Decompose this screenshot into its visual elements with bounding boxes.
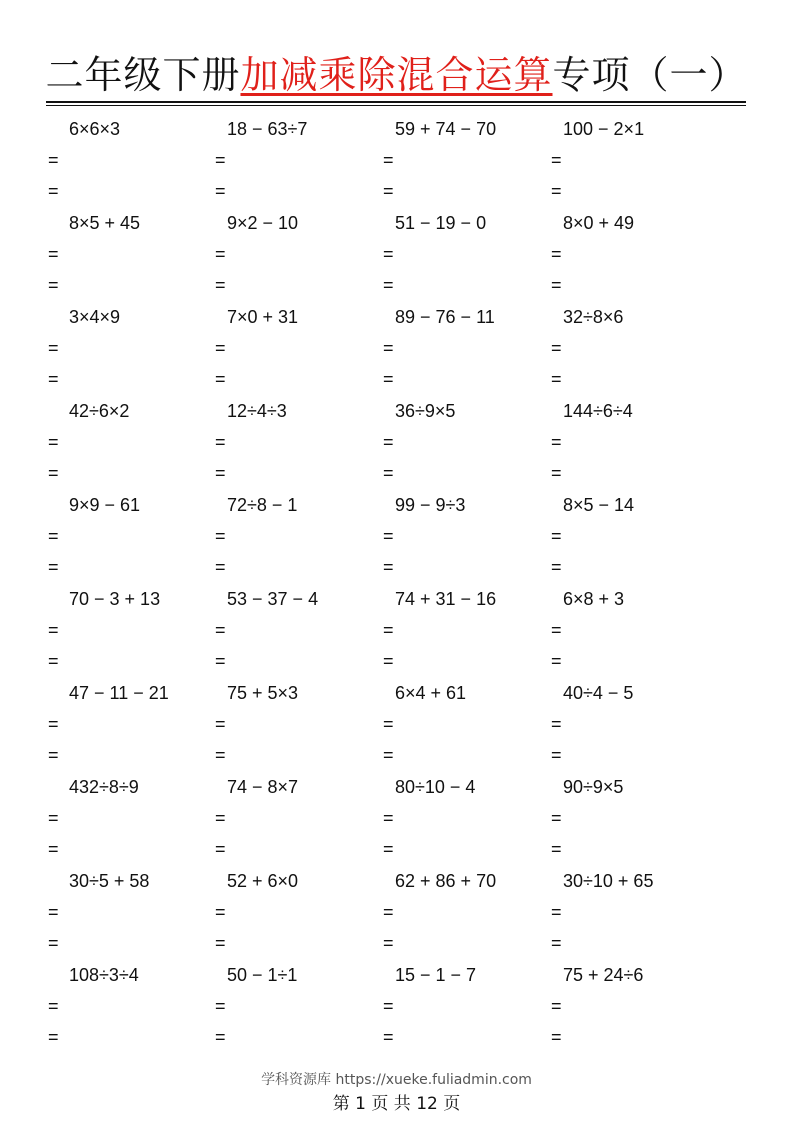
problem-expression: 50 − 1÷1 <box>227 965 298 985</box>
answer-equals: = <box>551 338 562 358</box>
problem-expression: 18 − 63÷7 <box>227 119 308 139</box>
answer-equals: = <box>48 244 59 264</box>
answer-equals: = <box>551 369 562 389</box>
answer-equals: = <box>551 996 562 1016</box>
footer-site: 学科资源库 https://xueke.fuliadmin.com <box>261 1072 532 1088</box>
problem-item <box>48 963 213 1057</box>
answer-equals: = <box>383 933 394 953</box>
answer-equals: = <box>215 996 226 1016</box>
answer-equals: = <box>551 432 562 452</box>
problem-expression: 7×0 + 31 <box>227 307 299 327</box>
answer-equals: = <box>48 620 59 640</box>
problem-item <box>551 493 716 587</box>
problem-item <box>48 305 213 399</box>
problem-expression: 12÷4÷3 <box>227 401 287 421</box>
answer-equals: = <box>215 808 226 828</box>
problem-expression: 30÷10 + 65 <box>563 871 654 891</box>
problem-item <box>383 211 548 305</box>
problem-expression: 6×8 + 3 <box>563 589 625 609</box>
problem-item <box>383 399 548 493</box>
problem-expression: 6×6×3 <box>69 119 121 139</box>
problem-expression: 40÷4 − 5 <box>563 683 634 703</box>
problem-item <box>215 211 380 305</box>
problem-item <box>48 681 213 775</box>
problem-item <box>383 963 548 1057</box>
problem-item <box>215 963 380 1057</box>
answer-equals: = <box>48 432 59 452</box>
problem-expression: 432÷8÷9 <box>69 777 139 797</box>
answer-equals: = <box>48 557 59 577</box>
problem-item <box>48 117 213 211</box>
answer-equals: = <box>48 808 59 828</box>
answer-equals: = <box>48 526 59 546</box>
answer-equals: = <box>383 181 394 201</box>
answer-equals: = <box>551 620 562 640</box>
problem-item <box>383 681 548 775</box>
answer-equals: = <box>383 369 394 389</box>
answer-equals: = <box>48 996 59 1016</box>
answer-equals: = <box>551 714 562 734</box>
problem-item <box>215 587 380 681</box>
answer-equals: = <box>383 620 394 640</box>
answer-equals: = <box>48 369 59 389</box>
answer-equals: = <box>215 526 226 546</box>
problem-item <box>551 399 716 493</box>
problem-expression: 62 + 86 + 70 <box>395 871 497 891</box>
problem-expression: 100 − 2×1 <box>563 119 645 139</box>
answer-equals: = <box>551 181 562 201</box>
answer-equals: = <box>551 933 562 953</box>
problem-expression: 80÷10 − 4 <box>395 777 476 797</box>
answer-equals: = <box>551 244 562 264</box>
answer-equals: = <box>48 651 59 671</box>
answer-equals: = <box>215 745 226 765</box>
problem-expression: 6×4 + 61 <box>395 683 467 703</box>
answer-equals: = <box>551 839 562 859</box>
problem-expression: 99 − 9÷3 <box>395 495 466 515</box>
problem-expression: 75 + 24÷6 <box>563 965 644 985</box>
answer-equals: = <box>215 338 226 358</box>
problem-expression: 53 − 37 − 4 <box>227 589 319 609</box>
problem-item <box>383 117 548 211</box>
problem-expression: 36÷9×5 <box>395 401 456 421</box>
problem-item <box>215 305 380 399</box>
problem-expression: 75 + 5×3 <box>227 683 299 703</box>
problem-item <box>48 587 213 681</box>
problem-item <box>383 587 548 681</box>
problem-expression: 9×9 − 61 <box>69 495 141 515</box>
problem-item <box>215 681 380 775</box>
answer-equals: = <box>383 463 394 483</box>
problem-expression: 8×0 + 49 <box>563 213 635 233</box>
problem-expression: 8×5 + 45 <box>69 213 141 233</box>
answer-equals: = <box>383 902 394 922</box>
answer-equals: = <box>383 808 394 828</box>
problem-item <box>551 305 716 399</box>
answer-equals: = <box>215 557 226 577</box>
answer-equals: = <box>551 902 562 922</box>
answer-equals: = <box>551 463 562 483</box>
problem-expression: 30÷5 + 58 <box>69 871 150 891</box>
answer-equals: = <box>383 557 394 577</box>
answer-equals: = <box>48 338 59 358</box>
problem-expression: 32÷8×6 <box>563 307 624 327</box>
problem-item <box>551 117 716 211</box>
problem-item <box>48 211 213 305</box>
title-highlight: 加减乘除混合运算 <box>240 53 553 97</box>
answer-equals: = <box>48 714 59 734</box>
problem-item <box>383 493 548 587</box>
problem-item <box>551 211 716 305</box>
answer-equals: = <box>551 557 562 577</box>
answer-equals: = <box>215 463 226 483</box>
answer-equals: = <box>383 526 394 546</box>
answer-equals: = <box>48 1027 59 1047</box>
answer-equals: = <box>383 839 394 859</box>
problem-item <box>48 775 213 869</box>
problem-item <box>383 775 548 869</box>
problem-item <box>215 869 380 963</box>
answer-equals: = <box>215 275 226 295</box>
answer-equals: = <box>48 902 59 922</box>
problem-item <box>551 869 716 963</box>
answer-equals: = <box>215 839 226 859</box>
answer-equals: = <box>383 244 394 264</box>
problem-expression: 108÷3÷4 <box>69 965 139 985</box>
answer-equals: = <box>215 902 226 922</box>
problem-item <box>383 869 548 963</box>
problem-item <box>215 775 380 869</box>
answer-equals: = <box>48 181 59 201</box>
problem-expression: 72÷8 − 1 <box>227 495 298 515</box>
answer-equals: = <box>48 745 59 765</box>
answer-equals: = <box>215 432 226 452</box>
answer-equals: = <box>215 244 226 264</box>
problem-expression: 52 + 6×0 <box>227 871 299 891</box>
answer-equals: = <box>551 275 562 295</box>
problem-expression: 144÷6÷4 <box>563 401 633 421</box>
problem-item <box>215 117 380 211</box>
answer-equals: = <box>383 150 394 170</box>
answer-equals: = <box>48 463 59 483</box>
problem-expression: 89 − 76 − 11 <box>395 307 495 327</box>
answer-equals: = <box>551 1027 562 1047</box>
problem-item <box>48 399 213 493</box>
answer-equals: = <box>383 996 394 1016</box>
answer-equals: = <box>215 1027 226 1047</box>
answer-equals: = <box>551 526 562 546</box>
problem-expression: 8×5 − 14 <box>563 495 635 515</box>
answer-equals: = <box>215 369 226 389</box>
answer-equals: = <box>383 432 394 452</box>
answer-equals: = <box>551 150 562 170</box>
problem-item <box>551 963 716 1057</box>
problem-item <box>551 775 716 869</box>
title-prefix: 二年级下册 <box>45 53 241 97</box>
answer-equals: = <box>551 808 562 828</box>
problem-expression: 3×4×9 <box>69 307 121 327</box>
problem-expression: 42÷6×2 <box>69 401 130 421</box>
problem-expression: 59 + 74 − 70 <box>395 119 497 139</box>
problem-expression: 90÷9×5 <box>563 777 624 797</box>
page-number: 第 1 页 共 12 页 <box>332 1094 461 1114</box>
answer-equals: = <box>383 1027 394 1047</box>
answer-equals: = <box>551 745 562 765</box>
answer-equals: = <box>215 181 226 201</box>
answer-equals: = <box>383 745 394 765</box>
problem-expression: 15 − 1 − 7 <box>395 965 477 985</box>
answer-equals: = <box>48 150 59 170</box>
answer-equals: = <box>551 651 562 671</box>
problem-expression: 74 − 8×7 <box>227 777 299 797</box>
problem-item <box>383 305 548 399</box>
title-suffix: 专项（一） <box>552 53 748 97</box>
problem-expression: 51 − 19 − 0 <box>395 213 487 233</box>
problem-item <box>215 399 380 493</box>
answer-equals: = <box>215 651 226 671</box>
answer-equals: = <box>48 275 59 295</box>
problem-expression: 74 + 31 − 16 <box>395 589 497 609</box>
answer-equals: = <box>383 338 394 358</box>
answer-equals: = <box>48 839 59 859</box>
problem-expression: 9×2 − 10 <box>227 213 299 233</box>
problem-item <box>551 681 716 775</box>
answer-equals: = <box>383 714 394 734</box>
problem-item <box>48 493 213 587</box>
answer-equals: = <box>215 933 226 953</box>
problem-expression: 47 − 11 − 21 <box>69 683 169 703</box>
problem-item <box>551 587 716 681</box>
answer-equals: = <box>215 714 226 734</box>
answer-equals: = <box>383 275 394 295</box>
problem-expression: 70 − 3 + 13 <box>69 589 161 609</box>
answer-equals: = <box>48 933 59 953</box>
problem-item <box>215 493 380 587</box>
answer-equals: = <box>383 651 394 671</box>
answer-equals: = <box>215 150 226 170</box>
answer-equals: = <box>215 620 226 640</box>
problem-item <box>48 869 213 963</box>
